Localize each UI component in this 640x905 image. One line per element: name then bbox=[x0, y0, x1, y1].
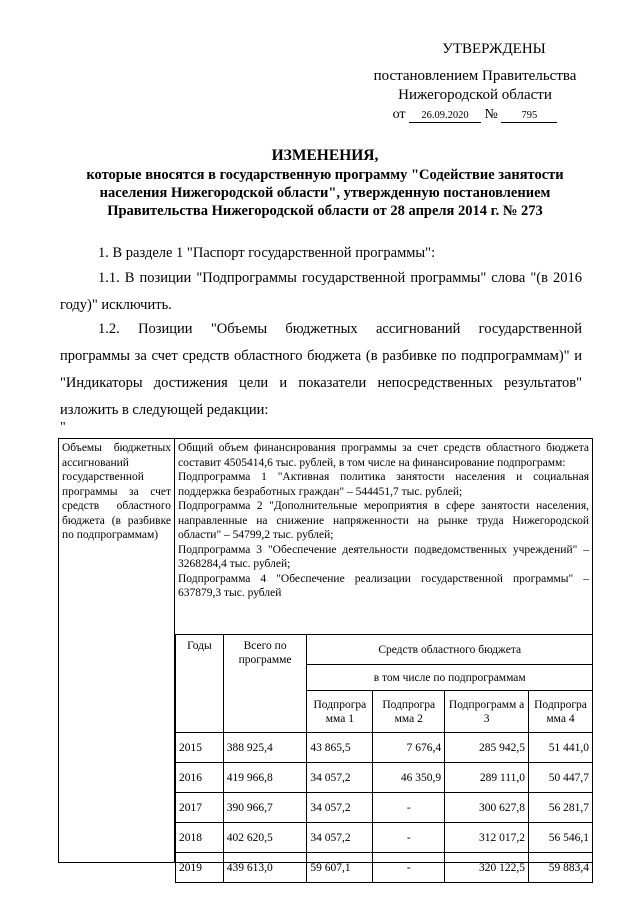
cell-year: 2018 bbox=[176, 823, 224, 853]
header-including: в том числе по подпрограммам bbox=[307, 665, 593, 691]
table-row bbox=[176, 763, 593, 793]
table-row bbox=[176, 853, 593, 883]
paragraph-1-2: 1.2. Позиции "Объемы бюджетных ассигнований государственной программы за счет средств областного бюджета (в разбивке по подпрограммам)" и "Индикаторы достижения цели и показатели непосредственных результатов" изложить в следующей редакции: bbox=[60, 321, 582, 418]
table-row bbox=[176, 793, 593, 823]
cell-sub-4: 59 883,4 bbox=[529, 853, 593, 883]
table-left-cell: Объемы бюджетных ассигнований государственной программы за счет средств областного бюджета (в разбивке по подпрограммам) bbox=[59, 439, 175, 862]
cell-sub-4: 56 281,7 bbox=[529, 793, 593, 823]
header-sub-2: Подпрогра мма 2 bbox=[373, 691, 445, 733]
cell-year: 2015 bbox=[176, 733, 224, 763]
from-label: от bbox=[392, 107, 406, 122]
approval-date: 26.09.2020 bbox=[409, 109, 481, 123]
header-sub-3: Подпрограмм а 3 bbox=[445, 691, 529, 733]
heading-subtitle: которые вносятся в государственную программу "Содействие занятости населения Нижегородской области", утвержденную постановлением Правительства Нижегородской области от 28 апреля 2014 г. № 273 bbox=[86, 167, 564, 219]
paragraph-1: 1. В разделе 1 "Паспорт государственной программы": bbox=[98, 245, 436, 261]
cell-sub-4: 50 447,7 bbox=[529, 763, 593, 793]
cell-total: 402 620,5 bbox=[223, 823, 307, 853]
table-right-text bbox=[178, 441, 589, 601]
cell-sub-2: 7 676,4 bbox=[373, 733, 445, 763]
cell-total: 390 966,7 bbox=[223, 793, 307, 823]
cell-total: 419 966,8 bbox=[223, 763, 307, 793]
cell-sub-3: 289 111,0 bbox=[445, 763, 529, 793]
number-label: № bbox=[484, 107, 498, 122]
cell-year: 2016 bbox=[176, 763, 224, 793]
table-row bbox=[176, 733, 593, 763]
subprogram-3-text: Подпрограмма 3 "Обеспечение деятельности подведомственных учреждений" – 3268284,4 тыс. рублей; bbox=[178, 543, 589, 570]
approval-line-1: постановлением Правительства bbox=[373, 68, 577, 84]
yearly-table bbox=[175, 634, 593, 883]
cell-sub-3: 285 942,5 bbox=[445, 733, 529, 763]
document-heading bbox=[60, 147, 590, 220]
subprogram-2-text: Подпрограмма 2 "Дополнительные мероприятия в сфере занятости населения, направленные на снижение напряженности на рынке труда Нижегородской области" – 54799,2 тыс. рублей; bbox=[178, 500, 589, 541]
cell-sub-2: - bbox=[373, 793, 445, 823]
opening-quote: " bbox=[60, 420, 66, 435]
approval-number: 795 bbox=[501, 109, 557, 123]
budget-table bbox=[58, 438, 593, 874]
table-row bbox=[176, 823, 593, 853]
approval-date-line bbox=[360, 105, 590, 124]
cell-year: 2019 bbox=[176, 853, 224, 883]
cell-sub-3: 300 627,8 bbox=[445, 793, 529, 823]
cell-sub-1: 59 607,1 bbox=[307, 853, 373, 883]
cell-year: 2017 bbox=[176, 793, 224, 823]
cell-total: 388 925,4 bbox=[223, 733, 307, 763]
header-funds: Средств областного бюджета bbox=[307, 635, 593, 665]
subprogram-1-text: Подпрограмма 1 "Активная политика занятости населения и социальная поддержка безработных граждан" – 544451,7 тыс. рублей; bbox=[178, 471, 589, 498]
cell-sub-2: - bbox=[373, 853, 445, 883]
cell-sub-4: 51 441,0 bbox=[529, 733, 593, 763]
cell-total: 439 613,0 bbox=[223, 853, 307, 883]
cell-sub-4: 56 546,1 bbox=[529, 823, 593, 853]
header-years: Годы bbox=[176, 635, 224, 733]
cell-sub-3: 312 017,2 bbox=[445, 823, 529, 853]
heading-title: ИЗМЕНЕНИЯ, bbox=[271, 147, 379, 164]
cell-sub-1: 34 057,2 bbox=[307, 793, 373, 823]
approval-title: УТВЕРЖДЕНЫ bbox=[442, 41, 546, 57]
header-sub-1: Подпрогра мма 1 bbox=[307, 691, 373, 733]
approval-block bbox=[360, 40, 590, 124]
header-total: Всего по программе bbox=[223, 635, 307, 733]
financing-intro: Общий объем финансирования программы за счет средств областного бюджета составит 4505414,6 тыс. рублей, в том числе на финансирование подпрограмм: bbox=[178, 442, 589, 469]
cell-sub-1: 34 057,2 bbox=[307, 823, 373, 853]
cell-sub-3: 320 122,5 bbox=[445, 853, 529, 883]
header-sub-4: Подпрогра мма 4 bbox=[529, 691, 593, 733]
approval-line-2: Нижегородской области bbox=[398, 87, 552, 103]
cell-sub-2: - bbox=[373, 823, 445, 853]
subprogram-4-text: Подпрограмма 4 "Обеспечение реализации государственной программы" – 637879,3 тыс. рублей bbox=[178, 572, 589, 599]
cell-sub-2: 46 350,9 bbox=[373, 763, 445, 793]
cell-sub-1: 43 865,5 bbox=[307, 733, 373, 763]
paragraph-1-1: 1.1. В позиции "Подпрограммы государственной программы" слова "(в 2016 году)" исключить. bbox=[60, 270, 582, 313]
cell-sub-1: 34 057,2 bbox=[307, 763, 373, 793]
